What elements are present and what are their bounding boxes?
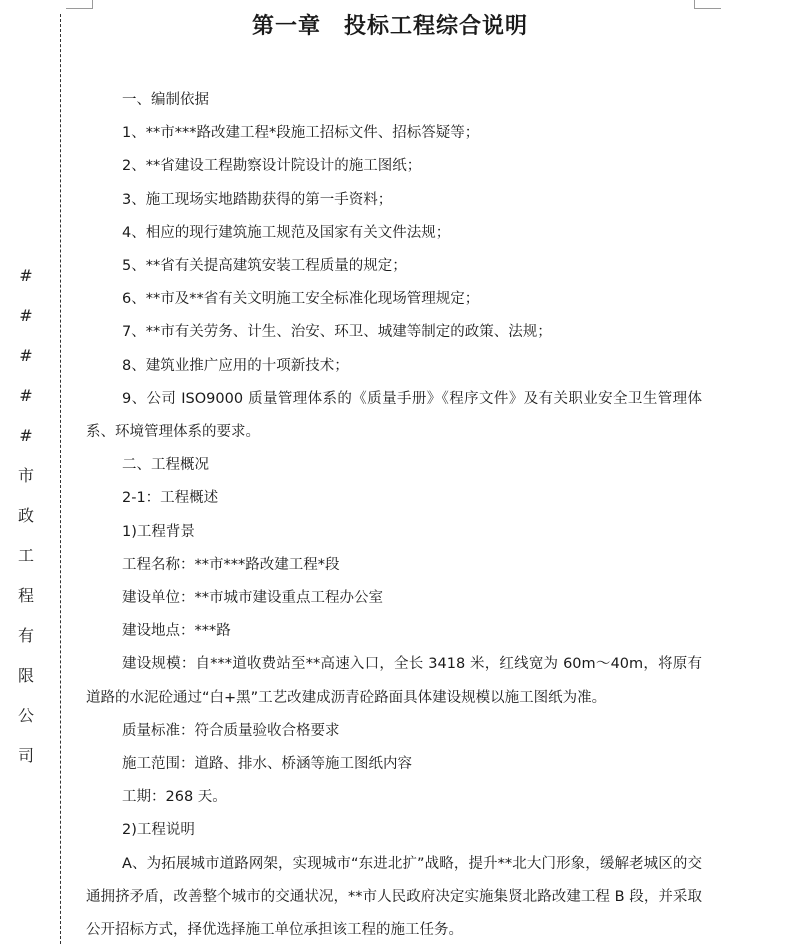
side-label-char: 公 [17, 706, 34, 725]
subsection-heading: 1)工程背景 [122, 523, 195, 540]
chapter-title: 第一章 投标工程综合说明 [251, 14, 528, 39]
basis-item: 9、公司 ISO9000 质量管理体系的《质量手册》《程序文件》及有关职业安全卫生管理体系、环境管理体系的要求。 [86, 390, 702, 441]
construction-unit: 建设单位：**市城市建设重点工程办公室 [122, 590, 383, 607]
section-heading-overview: 二、工程概况 [122, 457, 209, 474]
section-heading-basis: 一、编制依据 [122, 92, 209, 108]
construction-site: 建设地点：***路 [122, 623, 231, 640]
side-label-char: # [19, 266, 33, 285]
side-label-char: 市 [17, 466, 34, 485]
side-label-char: # [19, 426, 33, 445]
margin-corner-mark-left [66, 0, 93, 9]
side-label-char: 限 [17, 666, 34, 685]
basis-item: 5、**省有关提高建筑安装工程质量的规定； [122, 258, 407, 275]
subsection-heading: 2-1：工程概述 [122, 490, 219, 507]
basis-item: 3、施工现场实地踏勘获得的第一手资料； [122, 191, 393, 208]
side-label-char: 政 [17, 506, 34, 525]
quality-standard: 质量标准：符合质量验收合格要求 [122, 722, 340, 739]
subsection-heading: 2)工程说明 [122, 822, 195, 839]
side-label-char: 有 [17, 626, 34, 645]
construction-scope: 施工范围：道路、排水、桥涵等施工图纸内容 [122, 756, 412, 773]
side-label-char: # [19, 306, 33, 325]
side-label-char: 程 [17, 586, 34, 605]
side-label-char: # [19, 386, 33, 405]
binding-line [60, 14, 61, 944]
project-description: A、为拓展城市道路网架，实现城市“东进北扩”战略，提升**北大门形象，缓解老城区的交通拥挤矛盾，改善整个城市的交通状况，**市人民政府决定实施集贤北路改建工程 B 段，并采取公开招标方式，择优选择施工单位承担该工程的施工任务。 [86, 855, 702, 939]
company-side-label [14, 263, 38, 783]
side-label-char: # [19, 346, 33, 365]
basis-item: 6、**市及**省有关文明施工安全标准化现场管理规定； [122, 291, 480, 308]
margin-corner-mark-right [694, 0, 721, 9]
project-name: 工程名称：**市***路改建工程*段 [122, 556, 340, 573]
basis-item: 8、建筑业推广应用的十项新技术； [122, 357, 349, 374]
side-label-char: 工 [17, 546, 34, 565]
basis-item: 2、**省建设工程勘察设计院设计的施工图纸； [122, 158, 422, 175]
document-body [86, 84, 702, 947]
construction-period: 工期：268 天。 [122, 789, 227, 806]
basis-item: 1、**市***路改建工程*段施工招标文件、招标答疑等； [122, 125, 480, 142]
basis-item: 7、**市有关劳务、计生、治安、环卫、城建等制定的政策、法规； [122, 324, 552, 341]
basis-item: 4、相应的现行建筑施工规范及国家有关文件法规； [122, 224, 451, 241]
construction-scale: 建设规模：自***道收费站至**高速入口，全长 3418 米，红线宽为 60m～40m，将原有道路的水泥砼通过“白+黑”工艺改建成沥青砼路面具体建设规模以施工图纸为准。 [86, 656, 702, 706]
side-label-char: 司 [17, 746, 34, 765]
